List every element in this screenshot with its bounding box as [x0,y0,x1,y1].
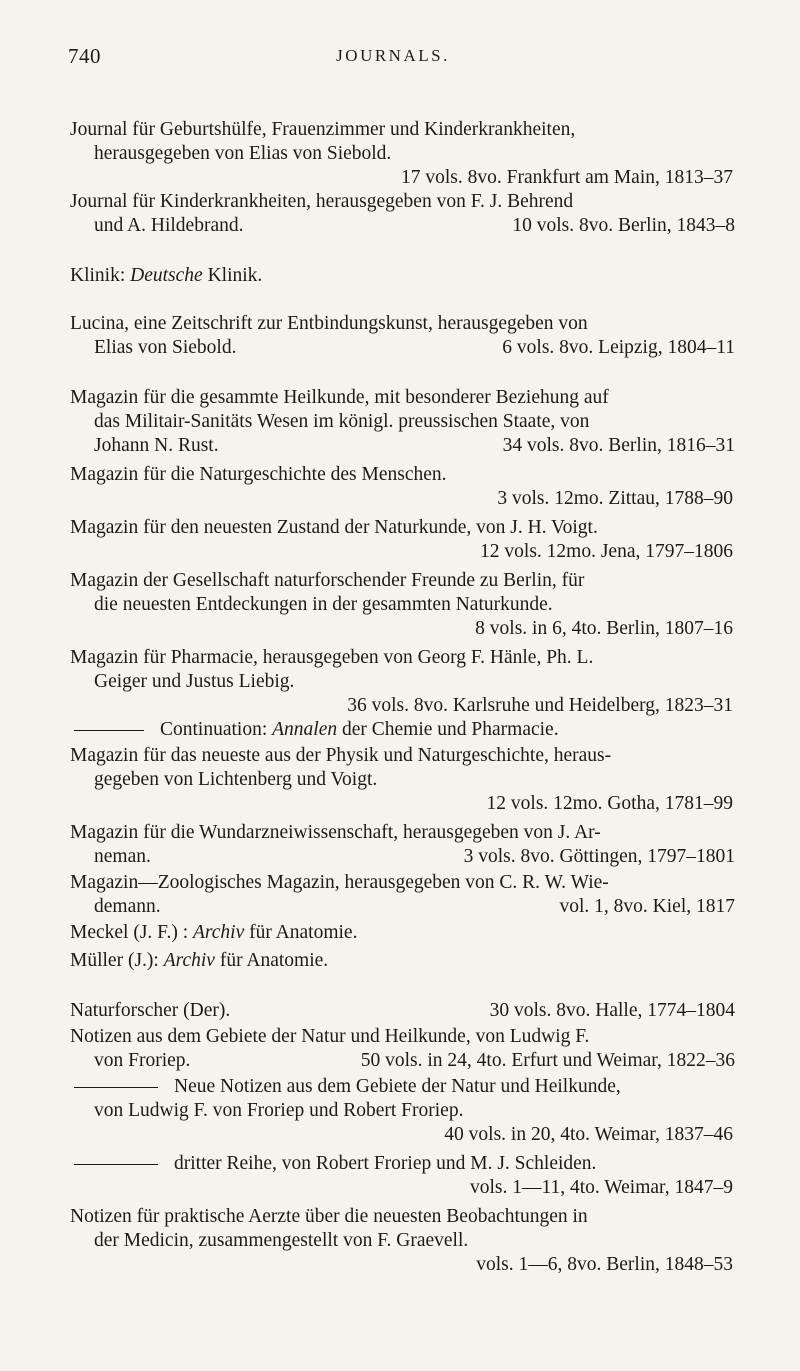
entry-title: Magazin für den neuesten Zustand der Naturkunde, von J. H. Voigt. [70,517,598,538]
journal-entry [70,1152,735,1200]
journal-entry [70,1075,735,1147]
entry-imprint: 36 vols. 8vo. Karlsruhe und Heidelberg, 1823–31 [347,695,733,716]
entry-title: Magazin der Gesellschaft naturforschender Freunde zu Berlin, für [70,570,585,591]
journal-entry [70,516,735,564]
entry-text: von Froriep. [94,1050,191,1071]
entry-continuation: das Militair-Sanitäts Wesen im königl. preussischen Staate, von [94,411,590,432]
running-head: JOURNALS. [336,46,450,65]
entry-title: Magazin für Pharmacie, herausgegeben von Georg F. Hänle, Ph. L. [70,647,594,668]
entry-title: Naturforscher (Der). [70,1000,231,1021]
journal-entry [70,744,735,816]
journal-entry [70,1205,735,1277]
journal-entry [70,821,735,869]
entry-imprint: vols. 1—6, 8vo. Berlin, 1848–53 [476,1254,733,1275]
entry-imprint: 3 vols. 12mo. Zittau, 1788–90 [497,488,733,509]
entry-italic-title: Deutsche [130,265,203,286]
entry-title: Magazin für das neueste aus der Physik und Naturgeschichte, heraus- [70,745,612,766]
entry-suffix: für Anatomie. [249,922,358,943]
entry-title [70,921,735,945]
entry-suffix: der Chemie und Pharmacie. [341,719,559,740]
journal-entry [70,118,735,190]
entry-title: Magazin für die Naturgeschichte des Menschen. [70,464,447,485]
entry-imprint: 30 vols. 8vo. Halle, 1774–1804 [489,1000,735,1021]
entry-italic-title: Archiv [163,950,215,971]
entry-continuation [70,336,735,360]
journal-entry [70,921,735,945]
entry-continuation [70,895,735,919]
entry-prefix: Meckel (J. F.) : [70,922,189,943]
entry-continuation: die neuesten Entdeckungen in der gesammten Naturkunde. [94,594,553,615]
entry-imprint: 34 vols. 8vo. Berlin, 1816–31 [502,435,735,456]
journal-entry [70,569,735,641]
entry-title: Magazin für die Wundarzneiwissenschaft, herausgegeben von J. Ar- [70,822,601,843]
entry-title [70,949,735,973]
journal-entry [70,264,735,288]
entry-imprint: vol. 1, 8vo. Kiel, 1817 [559,896,735,917]
entry-prefix: Müller (J.): [70,950,159,971]
entry-imprint: 10 vols. 8vo. Berlin, 1843–8 [512,215,735,236]
entry-imprint: 17 vols. 8vo. Frankfurt am Main, 1813–37 [400,167,733,188]
entry-text: dritter Reihe, von Robert Froriep und M. J. Schleiden. [174,1153,597,1174]
entry-imprint: 3 vols. 8vo. Göttingen, 1797–1801 [463,846,735,867]
journal-entry [70,386,735,458]
entry-suffix: für Anatomie. [219,950,329,971]
entry-continuation: Geiger und Justus Liebig. [94,671,295,692]
entry-continuation [70,845,735,869]
entry-text: und A. Hildebrand. [94,215,244,236]
entry-imprint: 12 vols. 12mo. Jena, 1797–1806 [480,541,733,562]
journal-entry [70,312,735,360]
ditto-rule [74,1087,158,1088]
journal-entry [70,463,735,511]
journal-list [70,118,735,1277]
entry-title: Lucina, eine Zeitschrift zur Entbindungskunst, herausgegeben von [70,313,588,334]
entry-title [70,1075,735,1099]
entry-continuation: der Medicin, zusammengestellt von F. Graevell. [94,1230,469,1251]
entry-imprint: 6 vols. 8vo. Leipzig, 1804–11 [502,337,735,358]
page-number: 740 [68,44,101,68]
entry-text: Johann N. Rust. [94,435,219,456]
entry-imprint: 8 vols. in 6, 4to. Berlin, 1807–16 [475,618,733,639]
entry-text: neman. [94,846,151,867]
ditto-rule [74,730,144,731]
entry-prefix: Klinik: [70,265,126,286]
entry-continuation [70,434,735,458]
entry-title [70,264,735,288]
entry-italic-title: Archiv [193,922,245,943]
entry-title: Journal für Geburtshülfe, Frauenzimmer und Kinderkrankheiten, [70,119,576,140]
entry-continuation: herausgegeben von Elias von Siebold. [94,143,392,164]
entry-title: Notizen aus dem Gebiete der Natur und Heilkunde, von Ludwig F. [70,1026,590,1047]
entry-prefix: Continuation: [160,719,268,740]
entry-imprint: vols. 1—11, 4to. Weimar, 1847–9 [469,1177,733,1198]
entry-title: Notizen für praktische Aerzte über die neuesten Beobachtungen in [70,1206,588,1227]
journal-entry [70,646,735,718]
entry-continuation: von Ludwig F. von Froriep und Robert Froriep. [94,1100,464,1121]
entry-continuation: gegeben von Lichtenberg und Voigt. [94,769,378,790]
journal-entry [70,871,735,919]
ditto-rule [74,1164,158,1165]
entry-title: Magazin für die gesammte Heilkunde, mit besonderer Beziehung auf [70,387,609,408]
journal-entry [70,999,735,1023]
entry-title [70,1152,735,1176]
journal-entry [70,949,735,973]
page-header [68,44,718,74]
entry-imprint: 50 vols. in 24, 4to. Erfurt und Weimar, 1822–36 [360,1050,735,1071]
entry-imprint: 12 vols. 12mo. Gotha, 1781–99 [486,793,733,814]
entry-title [70,718,735,742]
entry-suffix: Klinik. [207,265,263,286]
entry-text: demann. [94,896,161,917]
entry-title: Journal für Kinderkrankheiten, herausgegeben von F. J. Behrend [70,191,574,212]
journal-entry [70,718,735,742]
entry-title: Magazin—Zoologisches Magazin, herausgegeben von C. R. W. Wie- [70,872,609,893]
entry-continuation [70,1049,735,1073]
entry-italic-title: Annalen [272,719,338,740]
journal-entry [70,190,735,238]
entry-text: Neue Notizen aus dem Gebiete der Natur und Heilkunde, [174,1076,621,1097]
journal-entry [70,1025,735,1073]
entry-continuation [70,214,735,238]
entry-imprint: 40 vols. in 20, 4to. Weimar, 1837–46 [444,1124,733,1145]
entry-text: Elias von Siebold. [94,337,237,358]
